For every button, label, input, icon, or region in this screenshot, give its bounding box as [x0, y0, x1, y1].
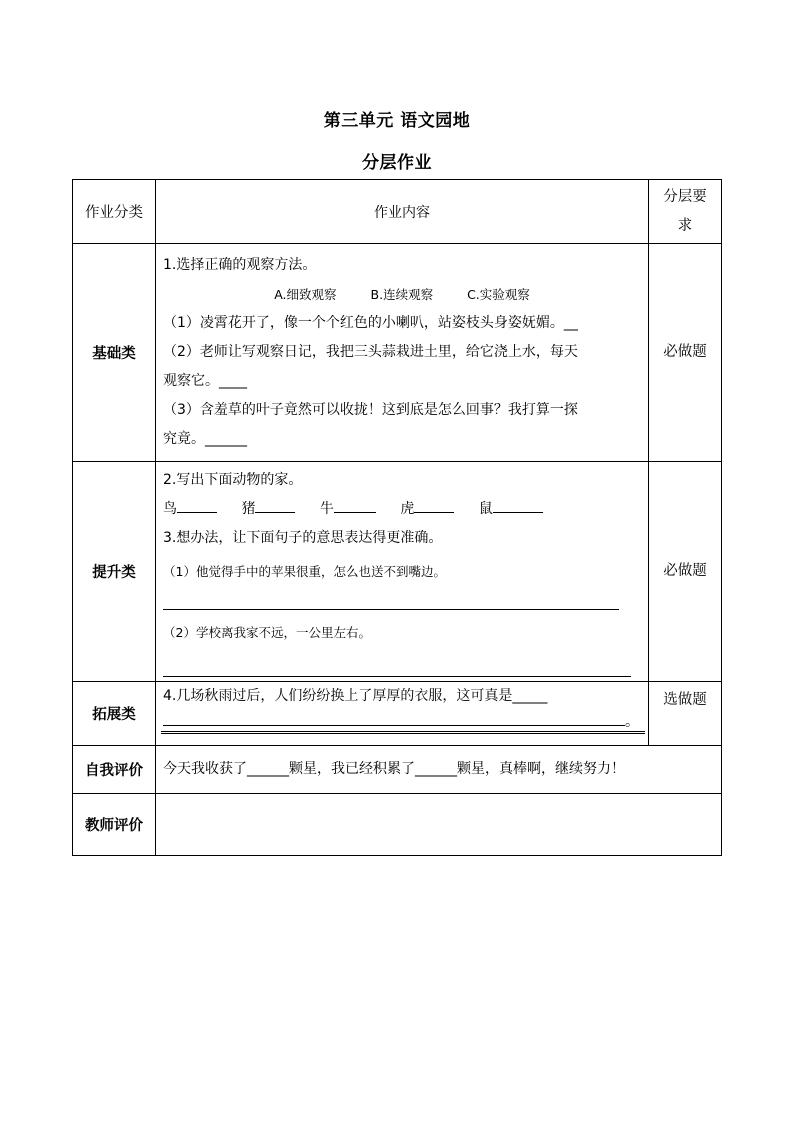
homework-table — [72, 179, 722, 856]
extended-category: 拓展类 — [73, 682, 156, 746]
advanced-category: 提升类 — [73, 462, 156, 682]
q1-title: 1.选择正确的观察方法。 — [163, 257, 317, 273]
teacher-eval-row — [73, 794, 722, 856]
page-title: 第三单元 语文园地 — [323, 111, 471, 131]
animal-bird: 鸟 — [163, 495, 217, 524]
q1-item3-line1: （3）含羞草的叶子竟然可以收拢！这到底是怎么回事？我打算一探 — [163, 402, 578, 418]
self-eval-text: 今天我收获了______颗星，我已经积累了______颗星，真棒啊，继续努力！ — [156, 746, 722, 794]
option-b: B.连续观察 — [370, 287, 434, 302]
basic-requirement: 必做题 — [649, 244, 722, 462]
animal-tiger: 虎 — [400, 495, 454, 524]
q3-answer-line1 — [163, 608, 619, 610]
header-category: 作业分类 — [73, 180, 156, 244]
self-eval-category: 自我评价 — [73, 746, 156, 794]
extended-requirement: 选做题 — [649, 682, 722, 746]
q3-answer-line2 — [163, 675, 631, 677]
teacher-eval-text — [156, 794, 722, 856]
q3-sentence2: （2）学校离我家不远，一公里左右。 — [163, 625, 371, 640]
q1-item2-line2: 观察它。____ — [163, 373, 247, 389]
q1-item3-line2: 究竟。______ — [163, 431, 247, 447]
extended-row — [73, 682, 722, 746]
option-c: C.实验观察 — [467, 287, 530, 302]
teacher-eval-category: 教师评价 — [73, 794, 156, 856]
q3-title: 3.想办法，让下面句子的意思表达得更准确。 — [163, 530, 443, 546]
animal-pig: 猪 — [241, 495, 295, 524]
advanced-row — [73, 462, 722, 682]
page-subtitle: 分层作业 — [362, 153, 432, 173]
advanced-requirement: 必做题 — [649, 462, 722, 682]
q3-sentence1: （1）他觉得手中的苹果很重，怎么也送不到嘴边。 — [163, 564, 446, 579]
q1-item1: （1）凌霄花开了，像一个个红色的小喇叭，站姿枝头身姿妩媚。__ — [163, 315, 578, 331]
header-requirement: 分层要求 — [649, 180, 722, 244]
advanced-content — [156, 462, 649, 682]
q4-end-mark: 。 — [625, 714, 639, 730]
animal-row — [163, 495, 641, 524]
option-a: A.细致观察 — [274, 287, 337, 302]
q4-text: 4.几场秋雨过后，人们纷纷换上了厚厚的衣服，这可真是_____ — [163, 688, 548, 704]
q4-answer-area — [163, 713, 639, 731]
basic-category: 基础类 — [73, 244, 156, 462]
q1-options — [163, 280, 641, 309]
q1-item2-line1: （2）老师让写观察日记，我把三头蒜栽进土里，给它浇上水，每天 — [163, 344, 578, 360]
basic-row — [73, 244, 722, 462]
animal-mouse: 鼠 — [479, 495, 543, 524]
extended-content — [156, 682, 649, 746]
q4-answer-line — [163, 724, 625, 726]
animal-cow: 牛 — [320, 495, 376, 524]
q4-double-underline — [161, 731, 645, 734]
q2-title: 2.写出下面动物的家。 — [163, 472, 303, 488]
header-row — [73, 180, 722, 244]
basic-content — [156, 244, 649, 462]
self-eval-row — [73, 746, 722, 794]
header-content: 作业内容 — [156, 180, 649, 244]
